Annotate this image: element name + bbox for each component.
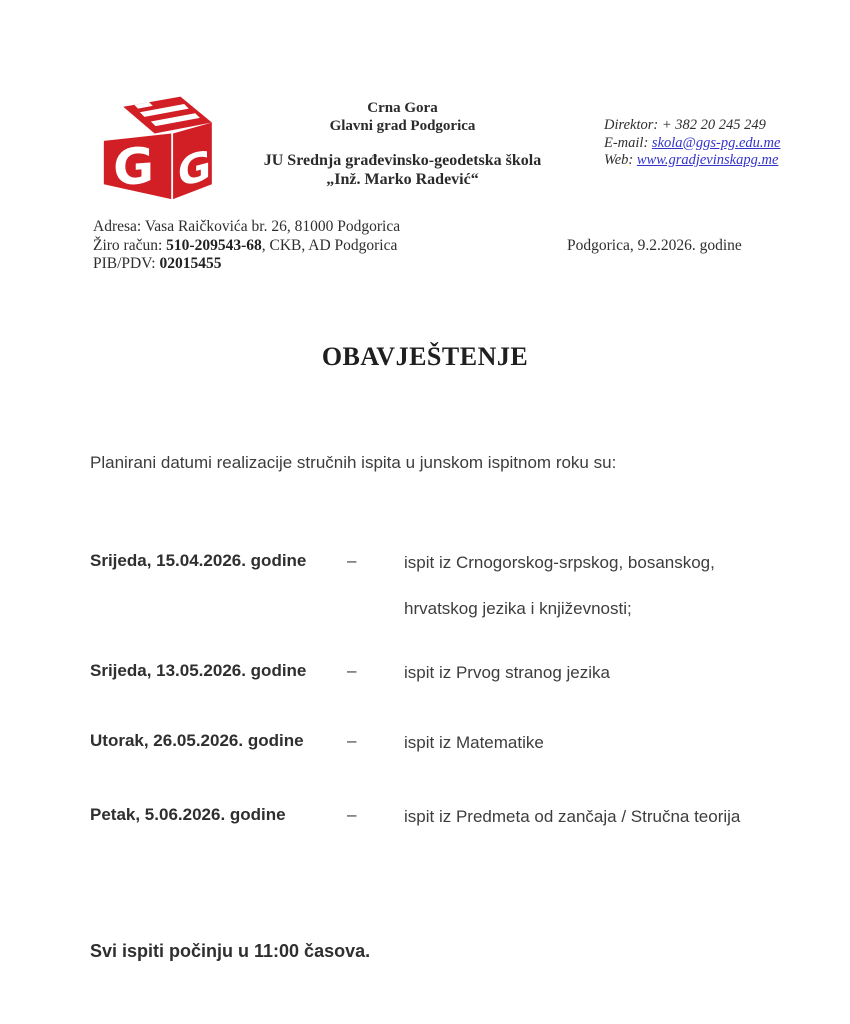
exam-subject: [404, 661, 762, 684]
exam-schedule-row: [90, 805, 762, 828]
contact-block: [604, 117, 780, 170]
address-line: [93, 218, 400, 237]
country-name: Crna Gora: [367, 100, 438, 116]
dash-separator: –: [347, 731, 357, 750]
website-link[interactable]: www.gradjevinskapg.me: [636, 152, 779, 168]
email-link[interactable]: skola@ggs-pg.edu.me: [651, 134, 781, 151]
address-label: Adresa:: [93, 218, 142, 235]
exam-subject: [404, 731, 762, 754]
exam-subject: [404, 805, 762, 828]
exam-date: Srijeda, 15.04.2026. godine: [90, 551, 307, 570]
bank-account-label: Žiro račun:: [93, 236, 163, 254]
school-name-block: [200, 151, 605, 189]
pib-label: PIB/PDV:: [93, 255, 156, 272]
document-title: OBAVJEŠTENJE: [321, 342, 529, 371]
exam-schedule-row: [90, 551, 762, 620]
dash-separator: –: [347, 661, 357, 680]
pib-line: [93, 255, 400, 274]
web-label: Web:: [604, 152, 634, 168]
svg-text:G: G: [113, 136, 154, 198]
director-phone: + 382 20 245 249: [661, 117, 766, 133]
contact-email-line: [604, 135, 780, 153]
exam-schedule-row: [90, 661, 762, 684]
org-name-block: [225, 99, 580, 135]
exam-subject-line: ispit iz Matematike: [404, 733, 544, 752]
exam-date: Petak, 5.06.2026. godine: [90, 805, 286, 824]
exam-subject-line: hrvatskog jezika i književnosti;: [404, 599, 632, 618]
director-label: Direktor:: [604, 117, 659, 133]
school-name: JU Srednja građevinsko-geodetska škola: [263, 152, 542, 169]
email-label: E-mail:: [604, 134, 649, 151]
bank-account-number: 510-209543-68: [166, 236, 262, 254]
address-block: [93, 218, 400, 274]
exam-subject: [404, 551, 762, 620]
contact-director-line: [604, 117, 780, 135]
exam-schedule-row: [90, 731, 762, 754]
exam-date: Utorak, 26.05.2026. godine: [90, 731, 304, 750]
svg-text:G: G: [177, 140, 212, 197]
exam-subject-line: ispit iz Prvog stranog jezika: [404, 663, 610, 682]
address-value: Vasa Raičkovića br. 26, 81000 Podgorica: [144, 218, 401, 235]
pib-number: 02015455: [159, 255, 222, 272]
bank-name: , CKB, AD Podgorica: [261, 236, 398, 254]
exam-start-time-note: Svi ispiti počinju u 11:00 časova.: [90, 941, 371, 961]
intro-paragraph: Planirani datumi realizacije stručnih ispita u junskom ispitnom roku su:: [90, 453, 617, 472]
exam-date: Srijeda, 13.05.2026. godine: [90, 661, 307, 680]
city-name: Glavni grad Podgorica: [329, 118, 476, 134]
bank-account-line: [93, 237, 400, 256]
exam-subject-line: ispit iz Predmeta od zančaja / Stručna teorija: [404, 807, 741, 826]
contact-web-line: [604, 152, 780, 170]
place-date-line: Podgorica, 9.2.2026. godine: [567, 237, 742, 254]
dash-separator: –: [347, 805, 357, 824]
dash-separator: –: [347, 551, 357, 570]
exam-subject-line: ispit iz Crnogorskog-srpskog, bosanskog,: [404, 553, 715, 572]
school-name-honoree: „Inž. Marko Radević“: [326, 171, 479, 188]
